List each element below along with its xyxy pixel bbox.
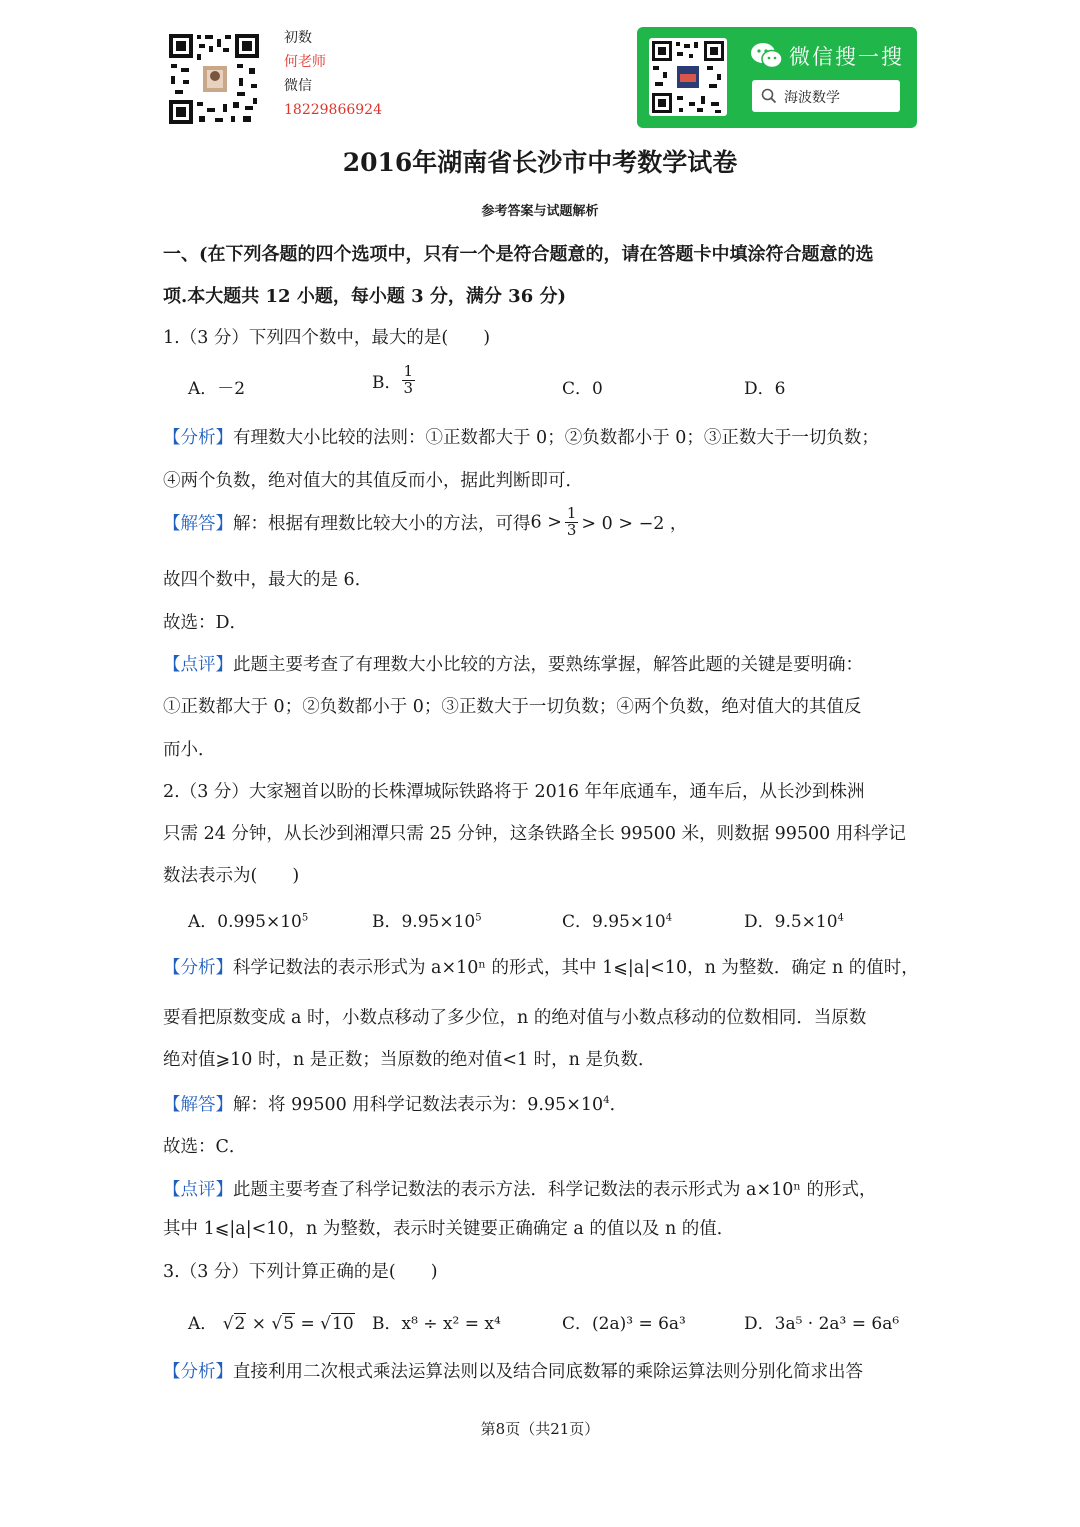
qr-code-image bbox=[167, 32, 261, 126]
q3-option-c: C．(2a)³ = 6a³ bbox=[562, 1314, 686, 1334]
fraction-numerator: 1 bbox=[403, 362, 414, 380]
wechat-logo-icon bbox=[750, 42, 784, 70]
q1-option-b-label: B． bbox=[372, 372, 402, 393]
q3-analysis-line-1 bbox=[163, 1358, 863, 1383]
q2-stem-line-1: 2.（3 分）大家翘首以盼的长株潭城际铁路将于 2016 年年底通车，通车后，从长沙到株洲 bbox=[163, 782, 865, 802]
q2-solution-line bbox=[163, 1091, 627, 1116]
sqrt-icon: √ bbox=[271, 1314, 283, 1334]
comment-tag: 【点评】 bbox=[163, 655, 233, 675]
q3-option-a-radicand-2: 5 bbox=[283, 1314, 295, 1334]
analysis-tag: 【分析】 bbox=[163, 1362, 233, 1382]
section-heading-line-1: 一、(在下列各题的四个选项中，只有一个是符合题意的，请在答题卡中填涂符合题意的选 bbox=[163, 244, 874, 265]
q2-option-c bbox=[562, 907, 672, 932]
q2-answer: 故选：C． bbox=[163, 1137, 247, 1157]
fraction-numerator: 1 bbox=[566, 504, 577, 522]
contact-line-1: 初数 bbox=[284, 30, 312, 46]
q3-option-a-equals: = bbox=[300, 1314, 315, 1334]
contact-phone: 18229866924 bbox=[284, 102, 382, 118]
q1-comment-text-1: 此题主要考查了有理数大小比较的方法，要熟练掌握，解答此题的关键是要明确： bbox=[233, 655, 863, 675]
wechat-search-input[interactable] bbox=[752, 80, 900, 112]
q2-option-b-text: B．9.95×10 bbox=[372, 912, 476, 932]
contact-line-3: 微信 bbox=[284, 78, 312, 94]
page-title: 2016年湖南省长沙市中考数学试卷 bbox=[342, 148, 738, 177]
q2-solution-text: 解：将 99500 用科学记数法表示为：9.95×10 bbox=[233, 1095, 604, 1115]
page-footer: 第8页（共21页） bbox=[480, 1420, 600, 1438]
wechat-search-banner bbox=[637, 27, 917, 128]
q1-comment-line-3: 而小． bbox=[163, 740, 216, 760]
q3-option-d: D．3a⁵ · 2a³ = 6a⁶ bbox=[744, 1314, 900, 1334]
q3-option-b: B．x⁸ ÷ x² = x⁴ bbox=[372, 1314, 501, 1334]
q1-option-b-fraction bbox=[402, 364, 416, 397]
q1-comment-line-2: ①正数都大于 0；②负数都小于 0；③正数大于一切负数；④两个负数，绝对值大的其值反 bbox=[163, 697, 862, 717]
q2-option-d bbox=[744, 907, 844, 932]
q1-solution-fraction bbox=[565, 506, 579, 539]
q2-solution-end: ． bbox=[609, 1095, 628, 1115]
q1-solution-expr-a: 6 > bbox=[530, 512, 562, 533]
q1-solution-line bbox=[163, 506, 687, 539]
q1-solution-text: 解：根据有理数比较大小的方法，可得 bbox=[233, 513, 531, 534]
q2-solution-exponent: 4 bbox=[603, 1095, 610, 1107]
q3-analysis-text-1: 直接利用二次根式乘法运算法则以及结合同底数幂的乘除运算法则分别化简求出答 bbox=[233, 1362, 863, 1382]
q1-analysis-line-2: ④两个负数，绝对值大的其值反而小，据此判断即可． bbox=[163, 471, 583, 491]
q2-option-c-exponent: 4 bbox=[665, 912, 673, 924]
q2-analysis-line-3: 绝对值⩾10 时，n 是正数；当原数的绝对值<1 时，n 是负数． bbox=[163, 1050, 656, 1070]
q3-stem: 3.（3 分）下列计算正确的是( ) bbox=[163, 1262, 438, 1282]
q1-option-d: D．6 bbox=[744, 379, 786, 399]
q1-stem: 1.（3 分）下列四个数中，最大的是( ) bbox=[163, 328, 491, 348]
contact-info bbox=[284, 26, 382, 122]
q2-stem-line-3: 数法表示为( ) bbox=[163, 866, 300, 886]
wechat-search-title: 微信搜一搜 bbox=[789, 45, 904, 69]
q2-stem-line-2: 只需 24 分钟，从长沙到湘潭只需 25 分钟，这条铁路全长 99500 米，则数据 99500 用科学记 bbox=[163, 824, 906, 844]
q1-answer: 故选：D． bbox=[163, 613, 248, 633]
solution-tag: 【解答】 bbox=[163, 513, 233, 534]
q2-comment-line-1 bbox=[163, 1176, 877, 1201]
analysis-tag: 【分析】 bbox=[163, 428, 233, 448]
section-heading-line-2: 项.本大题共 12 小题，每小题 3 分，满分 36 分) bbox=[163, 286, 567, 307]
contact-teacher-name: 何老师 bbox=[284, 54, 326, 70]
fraction-denominator: 3 bbox=[566, 520, 577, 539]
fraction-denominator: 3 bbox=[403, 378, 414, 397]
q3-option-a-label: A． bbox=[188, 1314, 218, 1334]
q1-analysis-text-1: 有理数大小比较的法则：①正数都大于 0；②负数都小于 0；③正数大于一切负数； bbox=[233, 428, 879, 448]
q2-option-a bbox=[188, 907, 308, 932]
q2-option-d-text: D．9.5×10 bbox=[744, 912, 838, 932]
q2-comment-line-2: 其中 1⩽|a|<10，n 为整数，表示时关键要正确确定 a 的值以及 n 的值． bbox=[163, 1219, 735, 1239]
search-icon bbox=[761, 88, 777, 104]
q2-analysis-line-1 bbox=[163, 954, 919, 979]
q2-option-a-text: A．0.995×10 bbox=[188, 912, 302, 932]
q1-option-b bbox=[372, 364, 415, 397]
q3-option-a-radicand-3: 10 bbox=[332, 1314, 354, 1334]
q2-option-a-exponent: 5 bbox=[301, 912, 309, 924]
q3-option-a bbox=[188, 1309, 355, 1334]
solution-tag: 【解答】 bbox=[163, 1095, 233, 1115]
wechat-qr-code-image bbox=[649, 38, 727, 116]
page-subtitle: 参考答案与试题解析 bbox=[481, 204, 599, 219]
q3-option-a-times: × bbox=[251, 1314, 267, 1334]
q2-comment-text-1: 此题主要考查了科学记数法的表示方法．科学记数法的表示形式为 a×10ⁿ 的形式， bbox=[233, 1180, 877, 1200]
wechat-search-text: 海波数学 bbox=[784, 90, 840, 106]
q3-option-a-radicand-1: 2 bbox=[234, 1314, 246, 1334]
q1-analysis-line-1 bbox=[163, 424, 879, 449]
q2-option-b bbox=[372, 907, 482, 932]
q2-analysis-line-2: 要看把原数变成 a 时，小数点移动了多少位，n 的绝对值与小数点移动的位数相同．当原数 bbox=[163, 1008, 867, 1028]
sqrt-icon: √ bbox=[320, 1314, 331, 1334]
q2-analysis-text-1: 科学记数法的表示形式为 a×10ⁿ 的形式，其中 1⩽|a|<10，n 为整数．确定 n 的值时， bbox=[233, 958, 919, 978]
q2-option-b-exponent: 5 bbox=[475, 912, 482, 924]
analysis-tag: 【分析】 bbox=[163, 958, 233, 978]
q1-solution-expr-b: > 0 > −2 ， bbox=[581, 513, 688, 534]
q2-option-c-text: C．9.95×10 bbox=[562, 912, 666, 932]
q1-comment-line-1 bbox=[163, 651, 863, 676]
sqrt-icon: √ bbox=[222, 1314, 234, 1334]
q2-option-d-exponent: 4 bbox=[837, 912, 844, 924]
q1-conclusion: 故四个数中，最大的是 6． bbox=[163, 570, 373, 590]
comment-tag: 【点评】 bbox=[163, 1180, 233, 1200]
q1-option-a: A．－2 bbox=[188, 379, 246, 399]
q1-option-c: C．0 bbox=[562, 379, 603, 399]
